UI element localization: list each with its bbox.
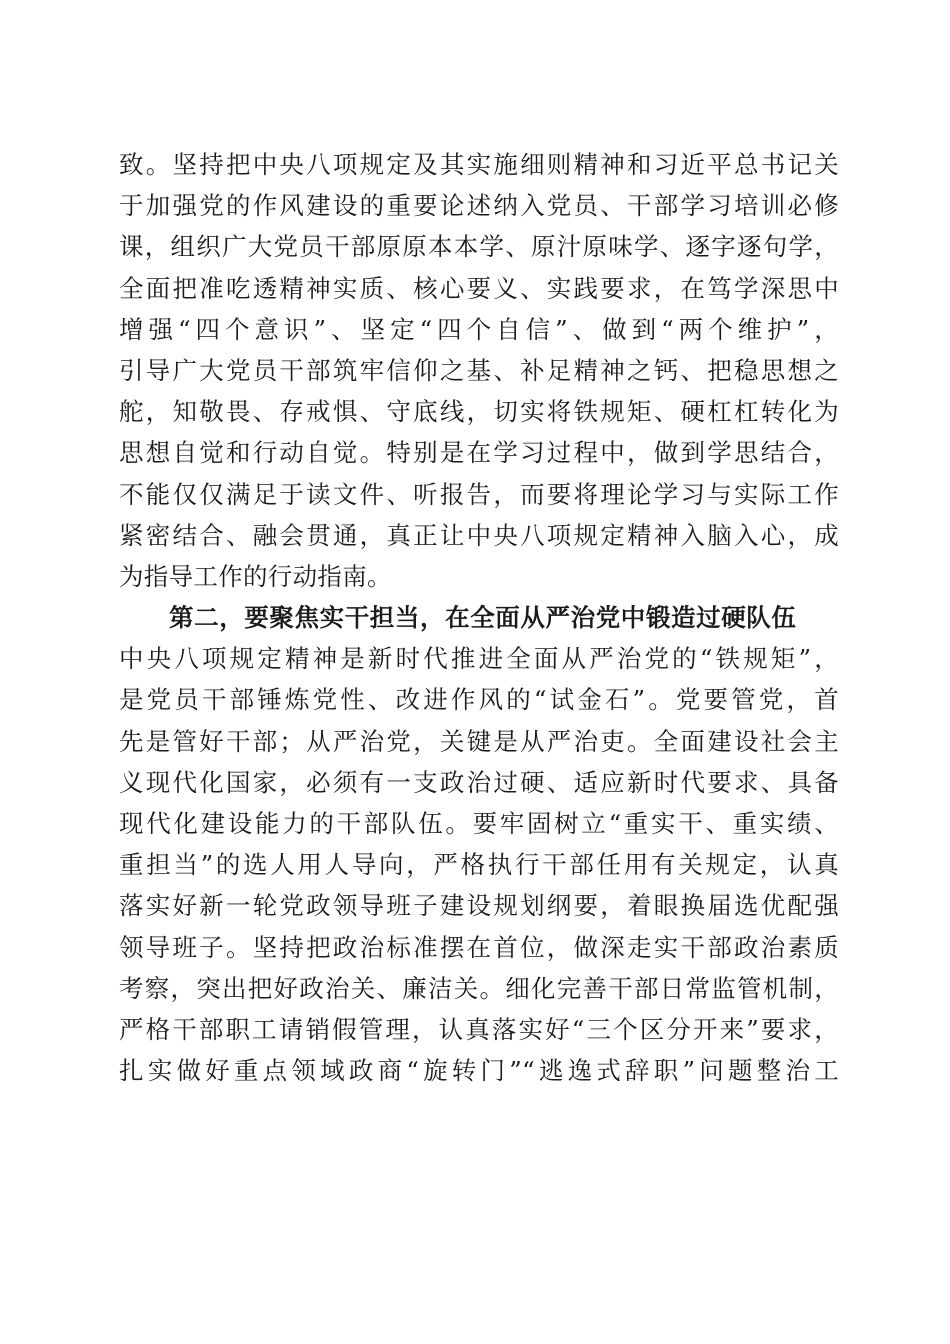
- text-line: 领导班子。坚持把政治标准摆在首位，做深走实干部政治素质: [119, 932, 839, 962]
- text-line: 落实好新一轮党政领导班子建设规划纲要，着眼换届选优配强: [119, 891, 839, 921]
- text-line: 于加强党的作风建设的重要论述纳入党员、干部学习培训必修: [119, 191, 839, 221]
- text-line: 中央八项规定精神是新时代推进全面从严治党的“铁规矩”，: [119, 644, 839, 674]
- text-line: 为指导工作的行动指南。: [119, 561, 392, 591]
- text-line: 致。坚持把中央八项规定及其实施细则精神和习近平总书记关: [119, 150, 839, 179]
- text-line: 不能仅仅满足于读文件、听报告，而要将理论学习与实际工作: [119, 479, 839, 509]
- text-line: 重担当”的选人用人导向，严格执行干部任用有关规定，认真: [119, 850, 839, 880]
- text-line: 严格干部职工请销假管理，认真落实好“三个区分开来”要求，: [119, 1014, 839, 1044]
- text-line: 现代化建设能力的干部队伍。要牢固树立“重实干、重实绩、: [119, 809, 839, 838]
- text-line: 紧密结合、融会贯通，真正让中央八项规定精神入脑入心，成: [119, 520, 839, 550]
- text-line: 是党员干部锤炼党性、改进作风的“试金石”。党要管党，首: [119, 685, 839, 715]
- paragraph-1: [119, 144, 839, 597]
- text-line: 思想自觉和行动自觉。特别是在学习过程中，做到学思结合，: [119, 438, 839, 468]
- text-line: 引导广大党员干部筑牢信仰之基、补足精神之钙、把稳思想之: [119, 355, 839, 385]
- text-line: 义现代化国家，必须有一支政治过硬、适应新时代要求、具备: [119, 767, 839, 797]
- section-heading: 第二，要聚焦实干担当，在全面从严治党中锻造过硬队伍: [169, 603, 797, 633]
- paragraph-2: [119, 638, 839, 1091]
- text-line: 考察，突出把好政治关、廉洁关。细化完善干部日常监管机制，: [119, 973, 839, 1003]
- text-line: 先是管好干部；从严治党，关键是从严治吏。全面建设社会主: [119, 726, 839, 756]
- text-line: 舵，知敬畏、存戒惧、守底线，切实将铁规矩、硬杠杠转化为: [119, 397, 839, 427]
- document-body: [119, 144, 839, 1091]
- text-line: 增强“四个意识”、坚定“四个自信”、做到“两个维护”，: [119, 314, 839, 344]
- text-line: 扎实做好重点领域政商“旋转门”“逃逸式辞职”问题整治工: [119, 1056, 839, 1086]
- text-line: 课，组织广大党员干部原原本本学、原汁原味学、逐字逐句学，: [119, 232, 839, 262]
- text-line: 全面把准吃透精神实质、核心要义、实践要求，在笃学深思中: [119, 273, 839, 303]
